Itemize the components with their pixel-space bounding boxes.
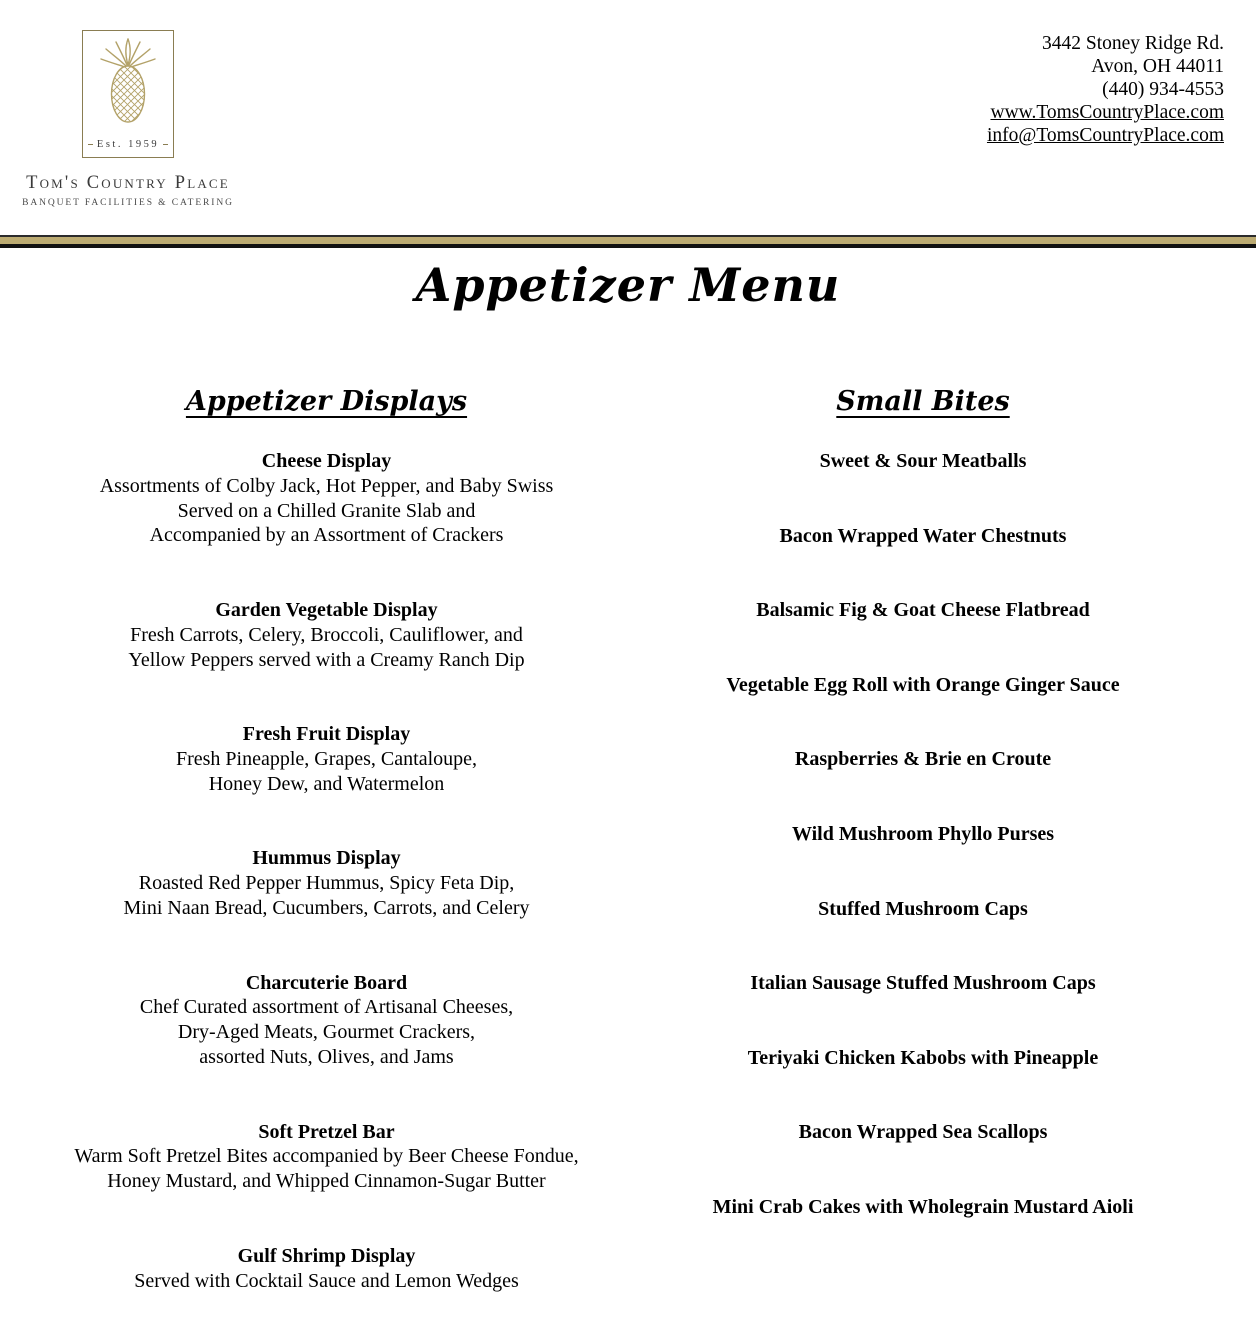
menu-item [653,897,1193,922]
menu-item [653,673,1193,698]
item-list [653,449,1193,1220]
brand-logo [22,30,234,208]
contact-block [987,30,1224,147]
email-link[interactable]: info@TomsCountryPlace.com [986,125,1224,146]
menu-item-description-line: Chef Curated assortment of Artisanal Cheeses, [139,996,514,1019]
menu-item-description-line: Accompanied by an Assortment of Crackers [149,524,504,547]
menu-item [653,822,1193,847]
menu-item [0,722,653,796]
menu-item [653,449,1193,474]
menu-columns [0,385,1256,1343]
menu-item-name: Mini Crab Cakes with Wholegrain Mustard Aioli [712,1195,1134,1218]
menu-item-description-line: Fresh Pineapple, Grapes, Cantaloupe, [175,747,478,770]
section-heading: Appetizer Displays [185,386,468,417]
menu-item [653,971,1193,996]
menu-item-name: Sweet & Sour Meatballs [819,450,1027,472]
menu-item-name: Hummus Display [252,847,401,870]
menu-item [0,1120,653,1194]
menu-item-name: Bacon Wrapped Sea Scallops [798,1121,1048,1144]
brand-tagline: BANQUET FACILITIES & CATERING [22,198,234,208]
menu-item-description-line: Fresh Carrots, Celery, Broccoli, Cauliflower, and [130,623,523,646]
menu-item-name: Bacon Wrapped Water Chestnuts [779,524,1067,547]
menu-item-name: Vegetable Egg Roll with Orange Ginger Sauce [726,673,1120,696]
menu-item-description-line: Warm Soft Pretzel Bites accompanied by Beer Cheese Fondue, [74,1145,579,1168]
gold-divider-rule [0,235,1256,248]
menu-item-name: Soft Pretzel Bar [258,1120,395,1143]
logo-est-text: Est. 1959 [96,139,160,150]
menu-item-description-line: Honey Dew, and Watermelon [208,772,445,795]
menu-item [0,971,653,1070]
menu-item [0,1244,653,1294]
address-line-1: 3442 Stoney Ridge Rd. [1041,33,1224,54]
menu-item [653,1120,1193,1145]
menu-item-name: Balsamic Fig & Goat Cheese Flatbread [756,599,1090,622]
menu-item-name: Garden Vegetable Display [215,598,438,621]
menu-item-description-line: assorted Nuts, Olives, and Jams [199,1045,454,1068]
menu-item-name: Italian Sausage Stuffed Mushroom Caps [750,972,1096,995]
phone-number: (440) 934-4553 [1102,79,1224,100]
menu-item [653,524,1193,549]
menu-item-name: Fresh Fruit Display [242,723,411,746]
menu-item [0,449,653,548]
menu-item-name: Gulf Shrimp Display [237,1244,416,1267]
menu-item-name: Cheese Display [261,450,392,472]
pineapple-icon [96,38,160,124]
menu-item-description-line: Roasted Red Pepper Hummus, Spicy Feta Dip, [138,872,515,895]
menu-item-description-line: Assortments of Colby Jack, Hot Pepper, and Baby Swiss [99,474,554,497]
menu-item-description-line: Served on a Chilled Granite Slab and [177,499,476,522]
menu-item [0,846,653,920]
brand-name: Tom's Country Place [26,173,230,193]
menu-item-name: Teriyaki Chicken Kabobs with Pineapple [747,1046,1099,1069]
menu-item [0,598,653,672]
menu-item-description-line: Dry-Aged Meats, Gourmet Crackers, [177,1021,476,1044]
header [0,0,1256,208]
est-right-line [163,144,168,145]
item-list [0,449,653,1293]
section-small-bites [653,385,1193,1343]
address-line-2: Avon, OH 44011 [1091,56,1224,77]
section-heading: Small Bites [836,386,1010,417]
est-left-line [88,144,93,145]
section-appetizer-displays [0,385,653,1343]
menu-item [653,598,1193,623]
menu-item-name: Stuffed Mushroom Caps [818,897,1028,920]
menu-item-name: Wild Mushroom Phyllo Purses [791,822,1055,845]
website-link[interactable]: www.TomsCountryPlace.com [990,102,1224,123]
menu-item-name: Charcuterie Board [245,971,408,994]
menu-item-description-line: Mini Naan Bread, Cucumbers, Carrots, and Celery [123,896,530,919]
menu-item-description-line: Served with Cocktail Sauce and Lemon Wedges [134,1269,519,1292]
menu-item [653,1195,1193,1220]
menu-item-name: Raspberries & Brie en Croute [794,748,1052,771]
logo-est [88,139,168,150]
menu-item [653,747,1193,772]
menu-item-description-line: Yellow Peppers served with a Creamy Ranch Dip [128,648,525,671]
page-title: Appetizer Menu [415,258,841,312]
logo-box [82,30,174,158]
menu-item-description-line: Honey Mustard, and Whipped Cinnamon-Sugar Butter [107,1170,546,1193]
menu-item [653,1046,1193,1071]
